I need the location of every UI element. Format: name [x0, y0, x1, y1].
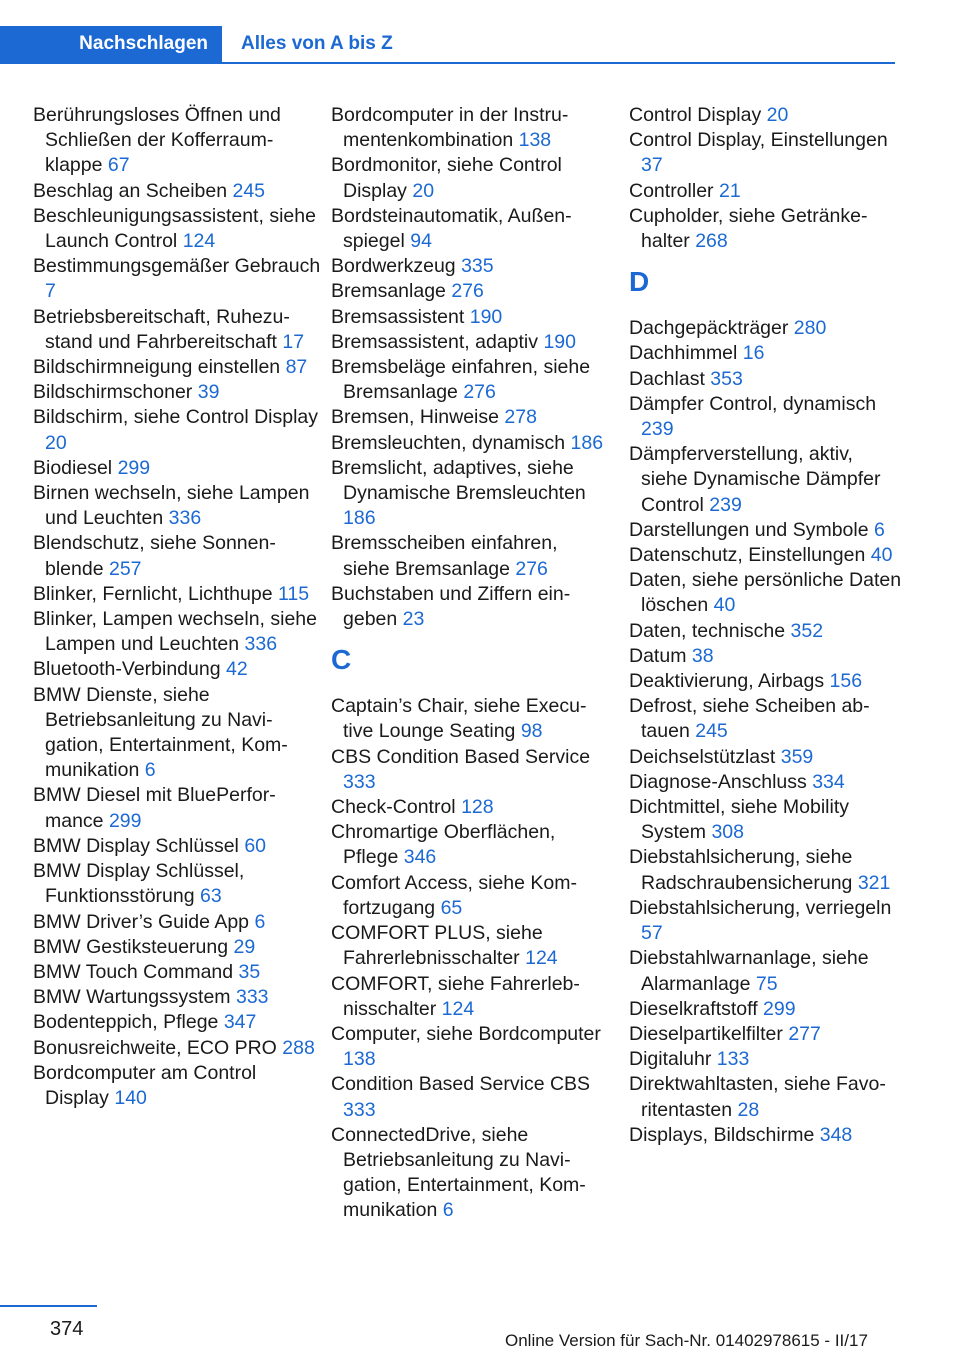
index-column-1	[33, 103, 323, 1111]
page-reference-link[interactable]: 98	[520, 720, 543, 743]
index-entry-text: Defrost, siehe Scheiben abtauen	[629, 695, 870, 743]
index-entry-text: Blinker, Fernlicht, Lichthupe	[33, 582, 273, 605]
page-reference-link[interactable]: 6	[442, 1199, 454, 1222]
index-entry	[33, 481, 323, 531]
section-letter: C	[331, 644, 352, 676]
page-reference-link[interactable]: 7	[45, 280, 56, 303]
online-version-note: Online Version für Sach-Nr. 01402978615 - II/17	[505, 1331, 868, 1350]
index-entry	[331, 1123, 606, 1224]
index-entry-text: Bordcomputer in der Instrumentenkombination	[331, 104, 569, 152]
page-reference-link[interactable]: 336	[168, 507, 202, 530]
page-reference-link[interactable]: 35	[238, 960, 261, 983]
index-entry	[629, 316, 904, 341]
index-entry-text: Birnen wechseln, siehe Lampen und Leuchten	[33, 482, 310, 530]
index-entry	[331, 405, 606, 430]
index-entry	[331, 820, 606, 870]
index-entry-text: Bordmonitor, siehe Control Display	[331, 154, 562, 202]
index-entry	[331, 871, 606, 921]
index-entry-text: Bremsassistent, adaptiv	[331, 330, 539, 353]
index-entry-text: Beschleunigungsassistent, siehe Launch Control	[33, 204, 316, 253]
index-entry	[33, 204, 323, 254]
index-entry	[629, 442, 904, 518]
index-entry	[331, 921, 606, 971]
page-reference-link[interactable]: 6	[144, 759, 156, 782]
page-reference-link[interactable]: 37	[641, 154, 663, 177]
index-entry-text: BMW Driver’s Guide App	[33, 910, 250, 933]
page-reference-link[interactable]: 138	[518, 129, 552, 152]
page-reference-link[interactable]: 288	[282, 1036, 315, 1059]
page-reference-link[interactable]: 29	[233, 935, 256, 958]
page-reference-link[interactable]: 23	[402, 608, 425, 631]
page-reference-link[interactable]: 333	[343, 1098, 376, 1121]
page-reference-link[interactable]: 280	[793, 317, 827, 340]
page-reference-link[interactable]: 276	[463, 381, 496, 404]
page-reference-link[interactable]: 40	[713, 594, 736, 617]
page-reference-link[interactable]: 347	[223, 1011, 257, 1034]
page-reference-link[interactable]: 359	[780, 745, 814, 768]
index-entry	[33, 1036, 323, 1061]
index-entry	[331, 694, 606, 744]
page-reference-link[interactable]: 239	[709, 493, 742, 516]
index-entry-text: Bestimmungsgemäßer Gebrauch	[33, 255, 321, 278]
index-entry	[33, 405, 323, 455]
page-reference-link[interactable]: 94	[410, 230, 432, 253]
index-entry	[33, 531, 323, 581]
page-reference-link[interactable]: 128	[461, 796, 494, 819]
page-reference-link[interactable]: 124	[525, 947, 558, 970]
index-entry-text: Bordsteinautomatik, Außenspiegel	[331, 204, 572, 253]
page-reference-link[interactable]: 156	[829, 670, 863, 693]
index-entry-text: Bremsbeläge einfahren, siehe Bremsanlage	[331, 356, 591, 404]
index-entry	[33, 834, 323, 859]
index-entry	[629, 845, 904, 895]
page-reference-link[interactable]: 63	[200, 885, 222, 908]
index-entry-text: Dieselkraftstoff	[629, 997, 758, 1020]
index-entry-text: Datenschutz, Einstellungen	[629, 544, 866, 567]
index-entry-text: Bremsleuchten, dynamisch	[331, 431, 566, 454]
page-reference-link[interactable]: 42	[226, 658, 248, 681]
index-entry	[331, 355, 606, 405]
index-entry-text: Daten, technische	[629, 619, 786, 642]
index-entry	[33, 103, 323, 179]
index-entry	[331, 431, 606, 456]
index-entry	[331, 153, 606, 203]
tab-alles-von-a-bis-z[interactable]: Alles von A bis Z	[241, 33, 393, 54]
index-entry-text: Dichtmittel, siehe Mobility System	[629, 796, 849, 844]
index-entry-text: Bordwerkzeug	[331, 255, 456, 278]
page-reference-link[interactable]: 352	[790, 619, 824, 642]
footer-rule	[0, 1305, 97, 1307]
page-reference-link[interactable]: 124	[441, 997, 475, 1020]
page-number: 374	[50, 1318, 84, 1340]
page-reference-link[interactable]: 268	[695, 230, 728, 253]
page-reference-link[interactable]: 299	[108, 809, 142, 832]
index-entry-text: Digitaluhr	[629, 1048, 712, 1071]
index-entry-text: Bonusreichweite, ECO PRO	[33, 1036, 277, 1059]
index-entry-text: Captain’s Chair, siehe Executive Lounge Seating	[331, 695, 587, 743]
page-reference-link[interactable]: 17	[282, 330, 305, 353]
page-reference-link[interactable]: 6	[873, 518, 885, 541]
index-entry-text: Betriebsbereitschaft, Ruhezustand und Fahrbereitschaft	[33, 305, 290, 353]
index-entry	[629, 367, 904, 392]
index-entry	[33, 910, 323, 935]
index-entry-text: Controller	[629, 179, 714, 202]
page-reference-link[interactable]: 67	[107, 154, 130, 177]
index-entry-text: BMW Display Schlüssel, Funktionsstörung	[33, 860, 245, 908]
index-entry	[629, 745, 904, 770]
index-entry	[33, 456, 323, 481]
page-reference-link[interactable]: 140	[114, 1086, 147, 1109]
index-entry	[629, 669, 904, 694]
page-reference-link[interactable]: 75	[755, 972, 778, 995]
index-entry	[629, 568, 904, 618]
page-reference-link[interactable]: 21	[718, 179, 741, 202]
index-entry	[33, 783, 323, 833]
page-reference-link[interactable]: 87	[285, 356, 308, 379]
page-reference-link[interactable]: 57	[641, 922, 663, 945]
index-entry	[629, 1123, 904, 1148]
page-reference-link[interactable]: 276	[515, 557, 548, 580]
page-reference-link[interactable]: 308	[711, 821, 744, 844]
index-entry-text: COMFORT PLUS, siehe Fahrerlebnisschalter	[331, 922, 543, 970]
page-reference-link[interactable]: 336	[244, 633, 278, 656]
index-entry	[331, 204, 606, 254]
page-reference-link[interactable]: 353	[710, 367, 743, 390]
index-entry	[33, 254, 323, 304]
index-entry-text: BMW Touch Command	[33, 960, 234, 983]
index-entry	[33, 985, 323, 1010]
index-entry-text: Blinker, Lampen wechseln, siehe Lampen und Leuchten	[33, 608, 317, 656]
index-entry	[629, 103, 904, 128]
index-entry-text: Dämpfer Control, dynamisch	[629, 392, 877, 415]
index-column-3	[629, 103, 904, 1148]
page-reference-link[interactable]: 190	[543, 330, 576, 353]
page-reference-link[interactable]: 186	[570, 431, 604, 454]
page-reference-link[interactable]: 20	[766, 104, 789, 126]
index-entry	[629, 179, 904, 204]
index-entry-text: Darstellungen und Symbole	[629, 518, 869, 541]
index-entry-text: Dachlast	[629, 367, 705, 390]
page-reference-link[interactable]: 133	[716, 1048, 750, 1071]
index-entry-text: Bremsassistent	[331, 305, 465, 328]
index-entry	[629, 518, 904, 543]
index-entry	[331, 1072, 606, 1122]
index-entry	[33, 657, 323, 682]
index-entry-text: Bluetooth-Verbindung	[33, 658, 221, 681]
index-entry	[33, 305, 323, 355]
page-reference-link[interactable]: 186	[343, 507, 376, 530]
page-reference-link[interactable]: 239	[641, 418, 674, 441]
index-entry	[331, 582, 606, 632]
index-entry	[629, 1022, 904, 1047]
page-reference-link[interactable]: 299	[117, 456, 151, 479]
page-reference-link[interactable]: 39	[197, 381, 220, 404]
index-entry-text: Berührungsloses Öffnen und Schließen der Kofferraumklappe	[33, 104, 281, 177]
index-entry	[33, 683, 323, 784]
index-entry-text: Condition Based Service CBS	[331, 1073, 591, 1096]
index-entry-text: BMW Gestiksteuerung	[33, 935, 229, 958]
index-entry	[629, 128, 904, 178]
index-entry-text: Diebstahlsicherung, siehe Radschraubensicherung	[629, 846, 853, 894]
page-reference-link[interactable]: 190	[469, 305, 503, 328]
index-entry	[629, 946, 904, 996]
page-reference-link[interactable]: 278	[504, 406, 537, 429]
index-entry-text: Deichselstützlast	[629, 745, 776, 768]
index-entry	[33, 935, 323, 960]
section-letter: D	[629, 266, 650, 298]
index-entry	[629, 1047, 904, 1072]
index-entry-text: Control Display, Einstellungen	[629, 129, 888, 152]
index-entry-text: Datum	[629, 644, 687, 667]
index-entry-text: Dieselpartikelfilter	[629, 1022, 783, 1045]
index-entry	[629, 543, 904, 568]
index-entry	[331, 254, 606, 279]
index-entry	[331, 972, 606, 1022]
index-entry-text: BMW Dienste, siehe Betriebsanleitung zu Navigation, Entertainment, Kommunikation	[33, 683, 288, 782]
page-reference-link[interactable]: 16	[742, 342, 765, 365]
index-entry-text: Displays, Bildschirme	[629, 1123, 815, 1146]
page-reference-link[interactable]: 65	[440, 896, 463, 919]
index-entry-text: Direktwahltasten, siehe Favoritentasten	[629, 1073, 886, 1121]
tab-nachschlagen[interactable]: Nachschlagen	[0, 26, 222, 62]
page-reference-link[interactable]: 335	[461, 255, 494, 278]
index-entry-text: Comfort Access, siehe Komfortzugang	[331, 871, 578, 919]
index-entry	[629, 392, 904, 442]
index-entry-text: Computer, siehe Bordcomputer	[331, 1022, 601, 1045]
index-entry	[331, 531, 606, 581]
index-entry	[33, 179, 323, 204]
index-entry	[629, 644, 904, 669]
page-reference-link[interactable]: 333	[235, 986, 269, 1009]
index-entry	[629, 997, 904, 1022]
index-entry-text: Diebstahlwarnanlage, siehe Alarmanlage	[629, 947, 869, 995]
index-entry	[629, 694, 904, 744]
index-entry	[331, 103, 606, 153]
index-entry-text: Bodenteppich, Pflege	[33, 1011, 219, 1034]
index-entry	[331, 456, 606, 532]
page-reference-link[interactable]: 299	[763, 997, 796, 1020]
index-entry	[629, 770, 904, 795]
index-entry	[629, 1072, 904, 1122]
index-entry-text: ConnectedDrive, siehe Betriebsanleitung zu Navigation, Entertainment, Kommunikation	[331, 1123, 586, 1222]
index-entry-text: Bremslicht, adaptives, siehe Dynamische Bremsleuchten	[331, 456, 586, 505]
index-entry	[33, 960, 323, 985]
index-entry	[33, 607, 323, 657]
index-entry	[629, 619, 904, 644]
page-reference-link[interactable]: 20	[412, 179, 435, 202]
index-entry	[331, 745, 606, 795]
index-entry-text: Biodiesel	[33, 456, 113, 479]
index-entry-text: Bildschirmschoner	[33, 381, 193, 404]
index-entry-text: CBS Condition Based Service	[331, 745, 591, 768]
page-reference-link[interactable]: 138	[343, 1048, 376, 1071]
index-entry	[629, 204, 904, 254]
page-reference-link[interactable]: 245	[232, 179, 266, 202]
index-entry-text: Dachhimmel	[629, 342, 738, 365]
index-entry-text: Dachgepäckträger	[629, 317, 789, 340]
index-entry-text: COMFORT, siehe Fahrerlebnisschalter	[331, 972, 580, 1020]
index-entry	[331, 305, 606, 330]
index-entry	[629, 341, 904, 366]
index-entry-text: Diebstahlsicherung, verriegeln	[629, 896, 892, 919]
index-entry-text: Bremsen, Hinweise	[331, 406, 499, 429]
index-entry-text: Bremsscheiben einfahren, siehe Bremsanlage	[331, 532, 558, 580]
index-entry	[33, 582, 323, 607]
index-entry-text: BMW Display Schlüssel	[33, 834, 239, 857]
page-reference-link[interactable]: 20	[45, 431, 67, 454]
index-entry-text: Bildschirm, siehe Control Display	[33, 406, 319, 429]
page-reference-link[interactable]: 348	[819, 1123, 853, 1146]
page-reference-link[interactable]: 6	[254, 910, 266, 933]
page-reference-link[interactable]: 245	[695, 720, 728, 743]
index-entry	[331, 1022, 606, 1072]
page-reference-link[interactable]: 333	[343, 770, 376, 793]
page-reference-link[interactable]: 115	[277, 582, 310, 605]
index-entry-text: Diagnose-Anschluss	[629, 770, 807, 793]
page-reference-link[interactable]: 321	[857, 871, 891, 894]
index-entry-text: Deaktivierung, Airbags	[629, 670, 825, 693]
index-entry-text: Check-Control	[331, 796, 456, 819]
index-entry-text: BMW Wartungssystem	[33, 986, 231, 1009]
index-entry	[331, 330, 606, 355]
page-reference-link[interactable]: 346	[403, 846, 437, 869]
index-entry	[629, 795, 904, 845]
page-reference-link[interactable]: 40	[870, 544, 893, 567]
index-entry-text: Blendschutz, siehe Sonnenblende	[33, 532, 276, 580]
index-entry-text: Beschlag an Scheiben	[33, 179, 228, 202]
index-entry	[33, 355, 323, 380]
index-entry-text: Bremsanlage	[331, 280, 446, 303]
index-entry-text: Dämpferverstellung, aktiv, siehe Dynamische Dämpfer Control	[629, 443, 881, 516]
index-entry-text: Bordcomputer am Control Display	[33, 1061, 257, 1109]
page-reference-link[interactable]: 60	[244, 834, 267, 857]
index-entry	[33, 859, 323, 909]
index-entry	[331, 795, 606, 820]
index-entry	[33, 1010, 323, 1035]
page-reference-link[interactable]: 257	[108, 557, 142, 580]
index-entry-text: BMW Diesel mit BluePerformance	[33, 784, 276, 832]
page-reference-link[interactable]: 277	[788, 1022, 821, 1045]
index-column-2	[331, 103, 606, 1224]
index-entry	[33, 1061, 323, 1111]
header-bar	[0, 26, 895, 64]
index-entry-text: Control Display	[629, 104, 762, 126]
index-entry	[33, 380, 323, 405]
index-entry-text: Cupholder, siehe Getränkehalter	[629, 204, 868, 253]
index-entry-text: Buchstaben und Ziffern eingeben	[331, 582, 571, 631]
index-entry	[629, 896, 904, 946]
page-reference-link[interactable]: 276	[451, 280, 484, 303]
index-entry-text: Chromartige Oberflächen, Pflege	[331, 821, 556, 869]
page-reference-link[interactable]: 124	[182, 230, 216, 253]
page-reference-link[interactable]: 28	[737, 1098, 760, 1121]
page-reference-link[interactable]: 38	[691, 644, 714, 667]
index-entry	[331, 279, 606, 304]
page-reference-link[interactable]: 334	[812, 770, 845, 793]
index-entry-text: Daten, siehe persönliche Daten löschen	[629, 569, 902, 617]
index-entry-text: Bildschirmneigung einstellen	[33, 356, 281, 379]
